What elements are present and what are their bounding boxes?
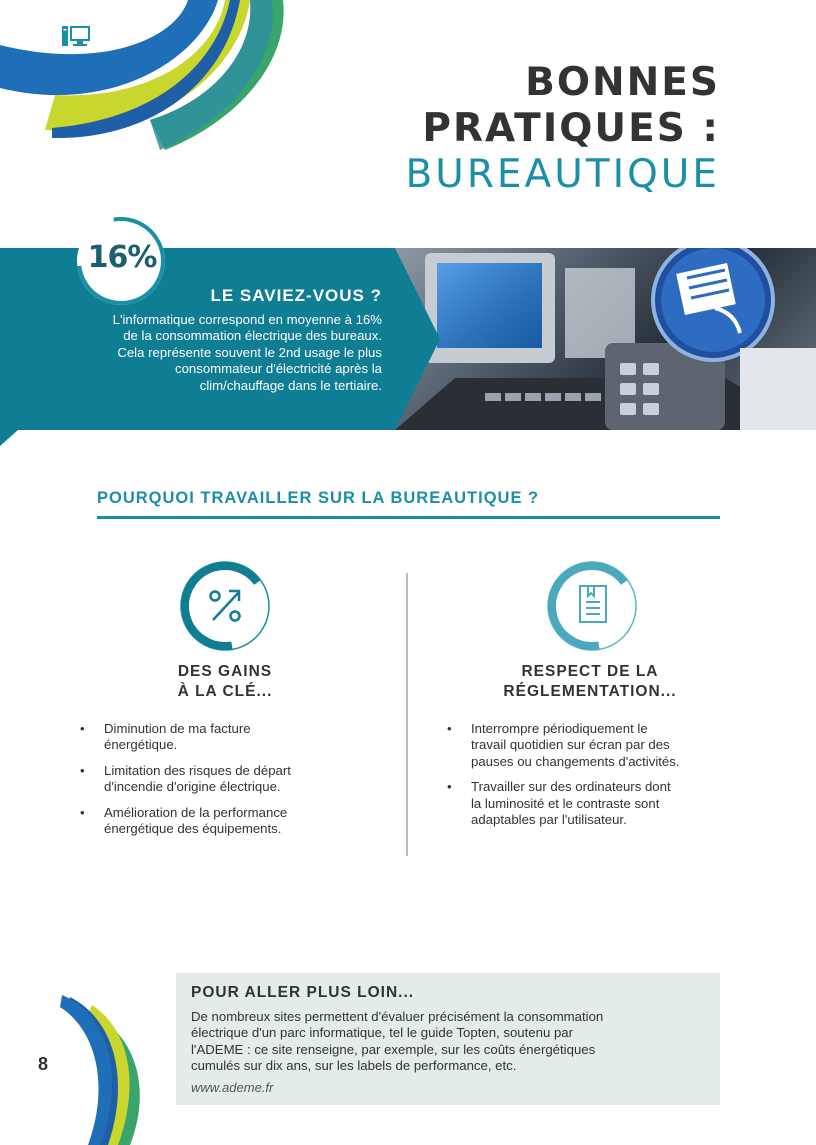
did-you-know-text <box>30 312 382 394</box>
further-reading-line: l'ADEME : ce site renseigne, par exemple, sur les coûts énergétiques <box>191 1041 596 1057</box>
section-heading: POURQUOI TRAVAILLER SUR LA BUREAUTIQUE ? <box>97 489 720 519</box>
list-item <box>80 805 380 838</box>
regulation-title <box>480 662 700 702</box>
further-reading-title: POUR ALLER PLUS LOIN... <box>191 984 415 1001</box>
document-icon <box>544 558 640 654</box>
list-item-line: la luminosité et le contraste sont <box>471 795 660 811</box>
list-item-line: • Amélioration de la performance <box>104 804 288 820</box>
percent-arrow-icon <box>177 558 273 654</box>
banner-text-line: Cela représente souvent le 2nd usage le plus <box>117 344 382 360</box>
regulation-title-line: RÉGLEMENTATION... <box>503 683 677 700</box>
banner-text-line: de la consommation électrique des bureaux. <box>123 328 382 344</box>
list-item <box>447 721 767 770</box>
decorative-arcs-top <box>0 0 300 170</box>
list-item-line: pauses ou changements d'activités. <box>471 753 680 769</box>
regulation-list <box>447 721 767 837</box>
list-item-line: • Diminution de ma facture <box>104 721 251 736</box>
regulation-title-line: RESPECT DE LA <box>521 663 659 680</box>
list-item <box>80 763 380 796</box>
banner-text-line: clim/chauffage dans le tertiaire. <box>199 377 382 393</box>
title-line-1: BONNES <box>525 60 720 105</box>
banner-text-line: consommateur d'électricité après la <box>174 361 382 377</box>
list-item-line: • Interrompre périodiquement le <box>471 721 648 736</box>
title-line-2: PRATIQUES : <box>422 106 720 151</box>
gains-list <box>80 721 380 846</box>
list-item <box>80 721 380 754</box>
list-item-line: • Travailler sur des ordinateurs dont <box>471 779 671 795</box>
further-reading-line: De nombreux sites permettent d'évaluer précisément la consommation <box>191 1009 604 1024</box>
gains-title-line: À LA CLÉ... <box>177 683 273 700</box>
title-line-3: BUREAUTIQUE <box>405 152 720 197</box>
list-item-line: énergétique des équipements. <box>104 821 282 837</box>
gains-title-line: DES GAINS <box>177 663 273 680</box>
list-item-line: travail quotidien sur écran par des <box>471 737 670 753</box>
further-reading-line: électrique d'un parc informatique, tel le guide Topten, soutenu par <box>191 1025 574 1041</box>
list-item-line: adaptables par l'utilisateur. <box>471 812 627 828</box>
column-divider <box>406 573 408 856</box>
did-you-know-heading: LE SAVIEZ-VOUS ? <box>210 286 382 305</box>
computer-icon <box>62 26 90 48</box>
further-reading-line: cumulés sur dix ans, sur les labels de performance, etc. <box>191 1058 517 1074</box>
decorative-arcs-bottom <box>0 985 160 1145</box>
list-item-line: énergétique. <box>104 737 178 753</box>
list-item-line: • Limitation des risques de départ <box>104 762 291 778</box>
percent-value: 16% <box>87 240 157 275</box>
list-item <box>447 779 767 828</box>
ademe-link[interactable]: www.ademe.fr <box>191 1080 274 1095</box>
banner-text-line: L'informatique correspond en moyenne à 16% <box>112 312 382 327</box>
page-number: 8 <box>38 1054 49 1074</box>
page-title <box>406 60 720 198</box>
gains-title <box>120 662 330 702</box>
further-reading-text <box>191 1009 711 1075</box>
list-item-line: d'incendie d'origine électrique. <box>104 779 281 795</box>
